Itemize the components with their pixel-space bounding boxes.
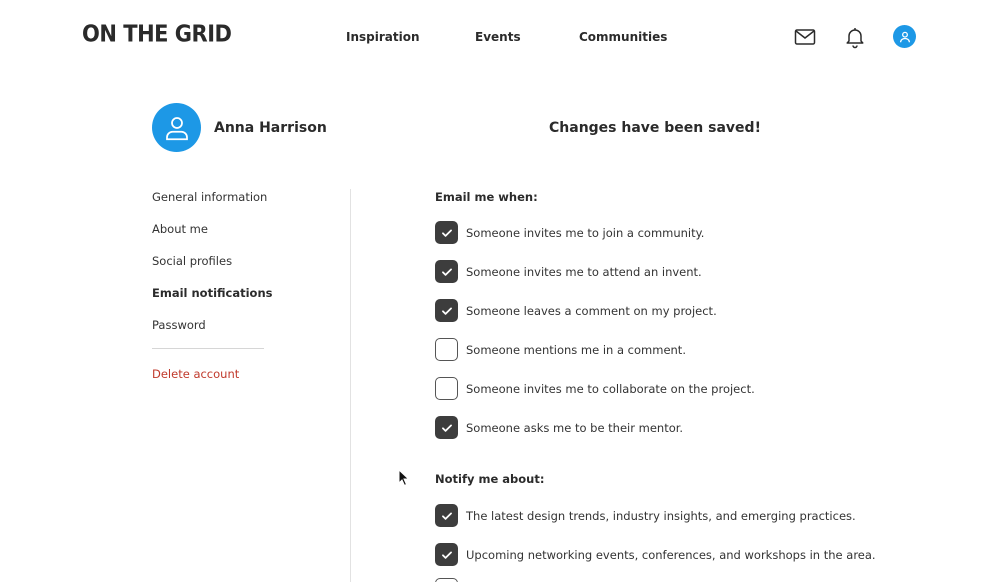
email-option[interactable]	[435, 338, 686, 361]
sidebar-item-general-information[interactable]: General information	[152, 190, 268, 204]
profile-name: Anna Harrison	[214, 120, 327, 136]
sidebar-item-password[interactable]: Password	[152, 318, 206, 332]
checkbox[interactable]	[435, 260, 458, 283]
profile-avatar	[152, 103, 201, 152]
sidebar-item-email-notifications[interactable]: Email notifications	[152, 286, 273, 300]
user-icon	[898, 30, 912, 44]
sidebar-item-social-profiles[interactable]: Social profiles	[152, 254, 233, 268]
sidebar-item-about-me[interactable]: About me	[152, 222, 208, 236]
checkbox[interactable]	[435, 221, 458, 244]
notify-option[interactable]	[435, 543, 876, 566]
notify-section-heading: Notify me about:	[435, 472, 545, 486]
checkbox[interactable]	[435, 543, 458, 566]
option-label: Upcoming networking events, conferences, and workshops in the area.	[466, 547, 876, 562]
option-label: Someone leaves a comment on my project.	[466, 303, 717, 318]
site-logo[interactable]: ON THE GRID	[82, 21, 232, 47]
sidebar-divider	[152, 348, 264, 349]
option-label: Someone invites me to attend an invent.	[466, 264, 702, 279]
user-avatar-button[interactable]	[893, 25, 916, 48]
option-label: Someone invites me to collaborate on the project.	[466, 381, 755, 396]
checkbox[interactable]	[435, 578, 458, 582]
nav-events[interactable]: Events	[475, 30, 521, 44]
bell-icon[interactable]	[843, 25, 867, 49]
email-option[interactable]	[435, 221, 704, 244]
user-icon	[162, 113, 192, 143]
mouse-cursor-icon	[398, 469, 410, 491]
option-label: Someone asks me to be their mentor.	[466, 420, 684, 435]
email-option[interactable]	[435, 377, 755, 400]
option-label: Someone mentions me in a comment.	[466, 342, 686, 357]
email-option[interactable]	[435, 299, 717, 322]
checkbox[interactable]	[435, 299, 458, 322]
checkbox[interactable]	[435, 377, 458, 400]
notify-option[interactable]	[435, 504, 856, 527]
save-status-message: Changes have been saved!	[549, 120, 761, 136]
delete-account-link[interactable]: Delete account	[152, 367, 240, 381]
notify-option[interactable]	[435, 578, 466, 582]
mail-icon[interactable]	[793, 25, 817, 49]
option-label: The latest design trends, industry insights, and emerging practices.	[466, 508, 856, 523]
nav-inspiration[interactable]: Inspiration	[346, 30, 420, 44]
email-option[interactable]	[435, 416, 683, 439]
checkbox[interactable]	[435, 338, 458, 361]
checkbox[interactable]	[435, 504, 458, 527]
vertical-divider	[350, 189, 351, 582]
email-section-heading: Email me when:	[435, 190, 538, 204]
nav-communities[interactable]: Communities	[579, 30, 668, 44]
email-option[interactable]	[435, 260, 702, 283]
option-label: Someone invites me to join a community.	[466, 225, 705, 240]
checkbox[interactable]	[435, 416, 458, 439]
